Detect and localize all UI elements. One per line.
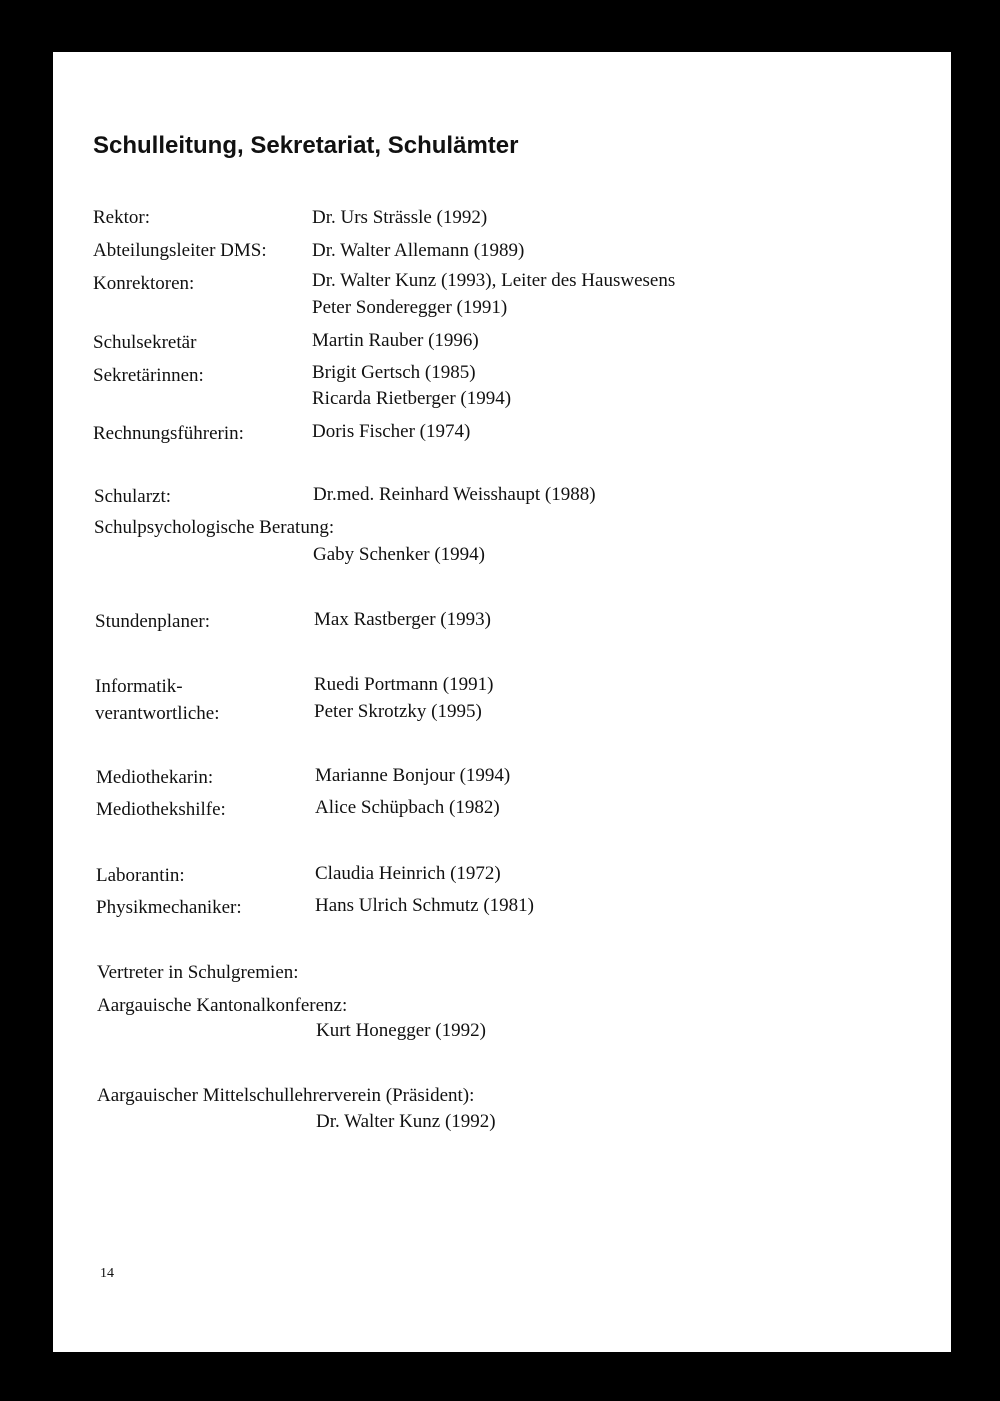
role-name-rektor: Dr. Urs Strässle (1992) — [312, 207, 488, 228]
role-label-mediothekshilfe: Mediothekshilfe: — [96, 799, 226, 820]
document-page — [53, 52, 951, 1352]
role-name-sekretaerin-2: Ricarda Rietberger (1994) — [312, 388, 512, 409]
role-name-mediothekarin: Marianne Bonjour (1994) — [315, 765, 511, 786]
role-name-laborantin: Claudia Heinrich (1972) — [315, 863, 501, 884]
committees-heading: Vertreter in Schulgremien: — [97, 962, 299, 983]
role-label-physikmechaniker: Physikmechaniker: — [96, 897, 242, 918]
role-label-schulsekretaer: Schulsekretär — [93, 332, 197, 353]
role-label-konrektoren: Konrektoren: — [93, 273, 195, 294]
role-label-abteilungsleiter: Abteilungsleiter DMS: — [93, 240, 267, 261]
role-name-schularzt: Dr.med. Reinhard Weisshaupt (1988) — [313, 484, 596, 505]
role-label-rechnungsfuehrerin: Rechnungsführerin: — [93, 423, 244, 444]
role-label-laborantin: Laborantin: — [96, 865, 185, 886]
role-label-mediothekarin: Mediothekarin: — [96, 767, 214, 788]
role-name-konrektor-1: Dr. Walter Kunz (1993), Leiter des Hauswesens — [312, 270, 676, 291]
role-name-informatik-1: Ruedi Portmann (1991) — [314, 674, 494, 695]
role-label-schulpsychologie: Schulpsychologische Beratung: — [94, 517, 335, 538]
role-label-informatik-2: verantwortliche: — [95, 703, 220, 724]
role-label-informatik-1: Informatik- — [95, 676, 183, 697]
role-label-stundenplaner: Stundenplaner: — [95, 611, 211, 632]
role-label-rektor: Rektor: — [93, 207, 150, 228]
page-title: Schulleitung, Sekretariat, Schulämter — [93, 132, 519, 159]
role-name-abteilungsleiter: Dr. Walter Allemann (1989) — [312, 240, 525, 261]
role-name-mediothekshilfe: Alice Schüpbach (1982) — [315, 797, 500, 818]
committee-name-mittelschullehrerverein: Dr. Walter Kunz (1992) — [316, 1111, 496, 1132]
role-name-schulsekretaer: Martin Rauber (1996) — [312, 330, 479, 351]
role-name-konrektor-2: Peter Sonderegger (1991) — [312, 297, 508, 318]
role-name-informatik-2: Peter Skrotzky (1995) — [314, 701, 482, 722]
role-name-sekretaerin-1: Brigit Gertsch (1985) — [312, 362, 476, 383]
committee-label-mittelschullehrerverein: Aargauischer Mittelschullehrerverein (Präsident): — [97, 1085, 475, 1106]
role-name-physikmechaniker: Hans Ulrich Schmutz (1981) — [315, 895, 534, 916]
role-name-schulpsychologie: Gaby Schenker (1994) — [313, 544, 486, 565]
role-name-rechnungsfuehrerin: Doris Fischer (1974) — [312, 421, 471, 442]
role-name-stundenplaner: Max Rastberger (1993) — [314, 609, 491, 630]
committee-label-kantonalkonferenz: Aargauische Kantonalkonferenz: — [97, 995, 348, 1016]
role-label-schularzt: Schularzt: — [94, 486, 172, 507]
role-label-sekretaerinnen: Sekretärinnen: — [93, 365, 204, 386]
page-number: 14 — [100, 1266, 114, 1281]
committee-name-kantonalkonferenz: Kurt Honegger (1992) — [316, 1020, 486, 1041]
